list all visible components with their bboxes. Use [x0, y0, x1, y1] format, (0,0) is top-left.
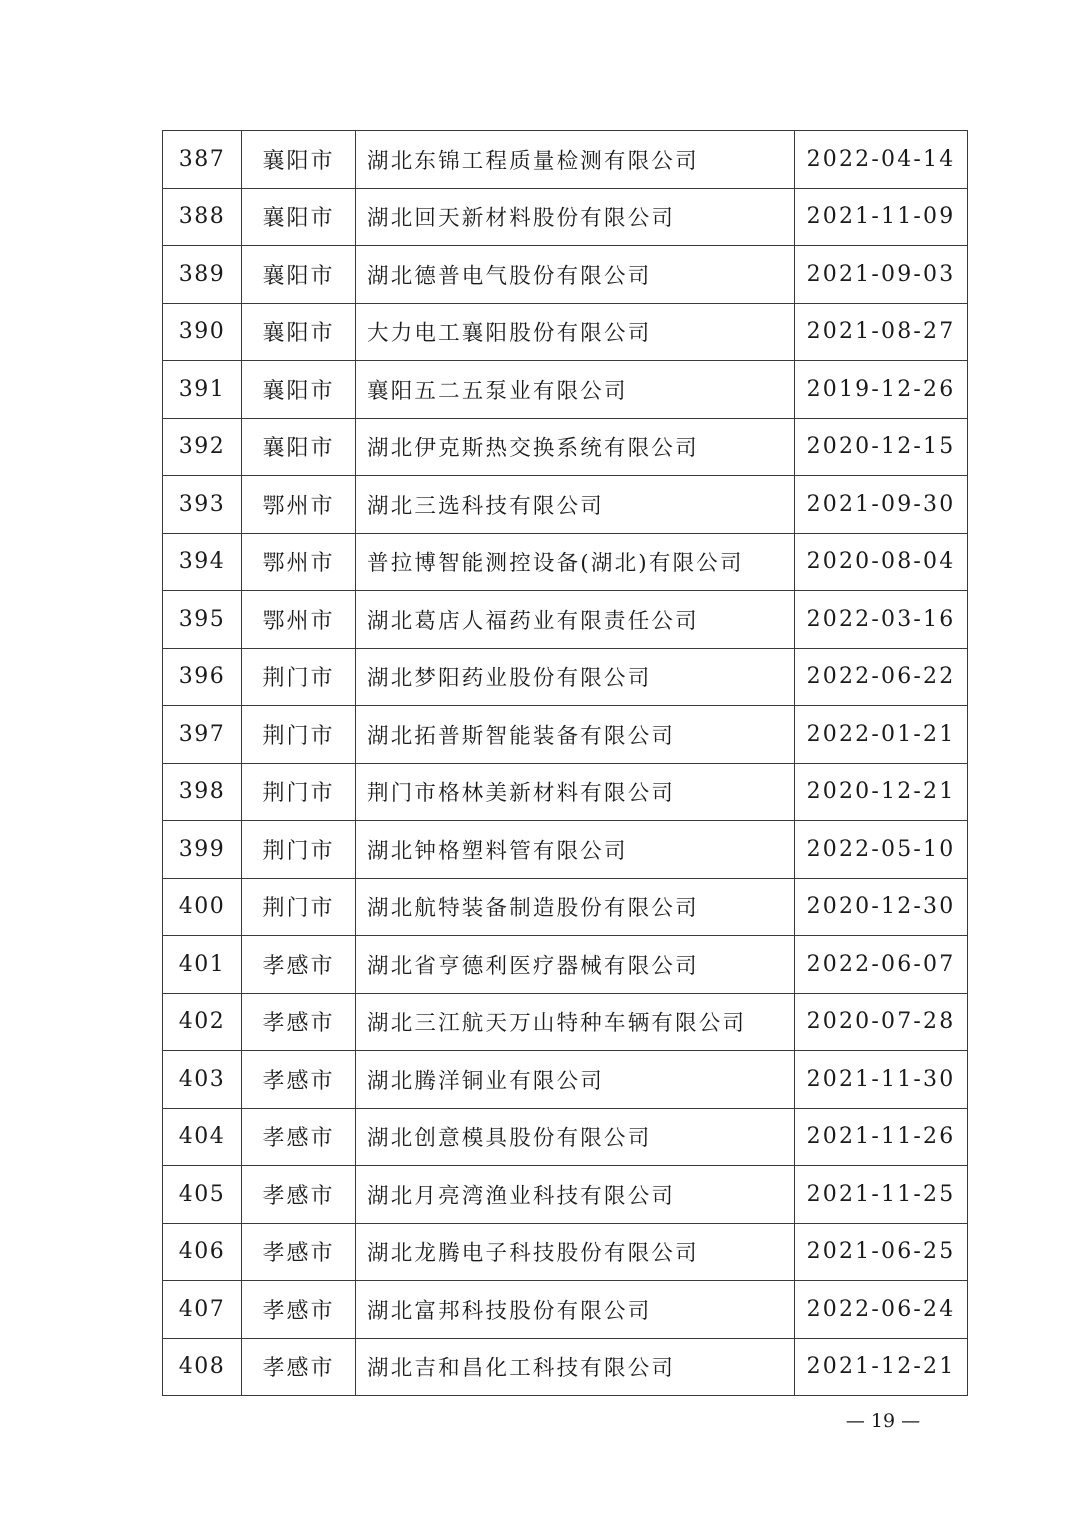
table-row	[163, 1108, 968, 1166]
row-number-cell: 393	[163, 476, 242, 534]
city-cell: 荆门市	[242, 706, 356, 764]
city-cell: 孝感市	[242, 1338, 356, 1396]
city-cell: 孝感市	[242, 1281, 356, 1339]
row-number-cell: 404	[163, 1108, 242, 1166]
date-cell: 2021-11-30	[795, 1051, 968, 1109]
date-cell: 2021-11-25	[795, 1166, 968, 1224]
table-row	[163, 648, 968, 706]
city-cell: 襄阳市	[242, 303, 356, 361]
table-row	[163, 993, 968, 1051]
date-cell: 2021-11-09	[795, 188, 968, 246]
company-name-cell: 湖北东锦工程质量检测有限公司	[356, 131, 795, 189]
company-name-cell: 荆门市格林美新材料有限公司	[356, 763, 795, 821]
date-cell: 2021-08-27	[795, 303, 968, 361]
date-cell: 2021-09-03	[795, 246, 968, 304]
city-cell: 孝感市	[242, 1223, 356, 1281]
date-cell: 2021-09-30	[795, 476, 968, 534]
row-number-cell: 392	[163, 418, 242, 476]
company-name-cell: 湖北航特装备制造股份有限公司	[356, 878, 795, 936]
city-cell: 孝感市	[242, 936, 356, 994]
date-cell: 2022-06-24	[795, 1281, 968, 1339]
company-name-cell: 襄阳五二五泵业有限公司	[356, 361, 795, 419]
city-cell: 荆门市	[242, 648, 356, 706]
company-name-cell: 湖北伊克斯热交换系统有限公司	[356, 418, 795, 476]
row-number-cell: 398	[163, 763, 242, 821]
row-number-cell: 389	[163, 246, 242, 304]
company-name-cell: 湖北钟格塑料管有限公司	[356, 821, 795, 879]
city-cell: 鄂州市	[242, 533, 356, 591]
date-cell: 2020-08-04	[795, 533, 968, 591]
date-cell: 2021-12-21	[795, 1338, 968, 1396]
row-number-cell: 394	[163, 533, 242, 591]
city-cell: 鄂州市	[242, 476, 356, 534]
row-number-cell: 390	[163, 303, 242, 361]
row-number-cell: 388	[163, 188, 242, 246]
row-number-cell: 403	[163, 1051, 242, 1109]
row-number-cell: 407	[163, 1281, 242, 1339]
city-cell: 襄阳市	[242, 418, 356, 476]
table-row	[163, 821, 968, 879]
row-number-cell: 402	[163, 993, 242, 1051]
company-name-cell: 湖北拓普斯智能装备有限公司	[356, 706, 795, 764]
city-cell: 鄂州市	[242, 591, 356, 649]
company-name-cell: 湖北月亮湾渔业科技有限公司	[356, 1166, 795, 1224]
date-cell: 2022-04-14	[795, 131, 968, 189]
row-number-cell: 400	[163, 878, 242, 936]
table-row	[163, 591, 968, 649]
company-name-cell: 湖北吉和昌化工科技有限公司	[356, 1338, 795, 1396]
company-name-cell: 普拉博智能测控设备(湖北)有限公司	[356, 533, 795, 591]
table-row	[163, 188, 968, 246]
table-row	[163, 361, 968, 419]
company-list-table-container	[162, 130, 967, 1396]
city-cell: 襄阳市	[242, 188, 356, 246]
city-cell: 襄阳市	[242, 361, 356, 419]
row-number-cell: 408	[163, 1338, 242, 1396]
date-cell: 2021-06-25	[795, 1223, 968, 1281]
city-cell: 孝感市	[242, 1108, 356, 1166]
city-cell: 襄阳市	[242, 131, 356, 189]
table-row	[163, 763, 968, 821]
table-row	[163, 1166, 968, 1224]
table-row	[163, 706, 968, 764]
table-row	[163, 1281, 968, 1339]
table-row	[163, 476, 968, 534]
company-name-cell: 湖北龙腾电子科技股份有限公司	[356, 1223, 795, 1281]
table-row	[163, 131, 968, 189]
table-row	[163, 303, 968, 361]
city-cell: 荆门市	[242, 763, 356, 821]
date-cell: 2022-01-21	[795, 706, 968, 764]
date-cell: 2022-05-10	[795, 821, 968, 879]
city-cell: 荆门市	[242, 878, 356, 936]
company-name-cell: 湖北三选科技有限公司	[356, 476, 795, 534]
table-row	[163, 246, 968, 304]
date-cell: 2019-12-26	[795, 361, 968, 419]
row-number-cell: 401	[163, 936, 242, 994]
company-list-table	[162, 130, 968, 1396]
row-number-cell: 395	[163, 591, 242, 649]
row-number-cell: 391	[163, 361, 242, 419]
company-name-cell: 湖北腾洋铜业有限公司	[356, 1051, 795, 1109]
company-name-cell: 湖北富邦科技股份有限公司	[356, 1281, 795, 1339]
company-name-cell: 湖北省亨德利医疗器械有限公司	[356, 936, 795, 994]
row-number-cell: 396	[163, 648, 242, 706]
city-cell: 孝感市	[242, 993, 356, 1051]
company-name-cell: 湖北三江航天万山特种车辆有限公司	[356, 993, 795, 1051]
table-row	[163, 1223, 968, 1281]
table-body	[163, 131, 968, 1396]
row-number-cell: 399	[163, 821, 242, 879]
date-cell: 2022-06-07	[795, 936, 968, 994]
company-name-cell: 湖北回天新材料股份有限公司	[356, 188, 795, 246]
date-cell: 2020-12-15	[795, 418, 968, 476]
company-name-cell: 湖北德普电气股份有限公司	[356, 246, 795, 304]
row-number-cell: 397	[163, 706, 242, 764]
date-cell: 2022-06-22	[795, 648, 968, 706]
date-cell: 2020-12-21	[795, 763, 968, 821]
date-cell: 2020-12-30	[795, 878, 968, 936]
city-cell: 孝感市	[242, 1166, 356, 1224]
company-name-cell: 湖北葛店人福药业有限责任公司	[356, 591, 795, 649]
page-number: — 19 —	[845, 1410, 921, 1432]
row-number-cell: 405	[163, 1166, 242, 1224]
company-name-cell: 湖北创意模具股份有限公司	[356, 1108, 795, 1166]
city-cell: 襄阳市	[242, 246, 356, 304]
date-cell: 2021-11-26	[795, 1108, 968, 1166]
company-name-cell: 大力电工襄阳股份有限公司	[356, 303, 795, 361]
date-cell: 2020-07-28	[795, 993, 968, 1051]
row-number-cell: 406	[163, 1223, 242, 1281]
city-cell: 荆门市	[242, 821, 356, 879]
company-name-cell: 湖北梦阳药业股份有限公司	[356, 648, 795, 706]
table-row	[163, 418, 968, 476]
table-row	[163, 1051, 968, 1109]
row-number-cell: 387	[163, 131, 242, 189]
city-cell: 孝感市	[242, 1051, 356, 1109]
table-row	[163, 1338, 968, 1396]
table-row	[163, 533, 968, 591]
table-row	[163, 878, 968, 936]
table-row	[163, 936, 968, 994]
date-cell: 2022-03-16	[795, 591, 968, 649]
